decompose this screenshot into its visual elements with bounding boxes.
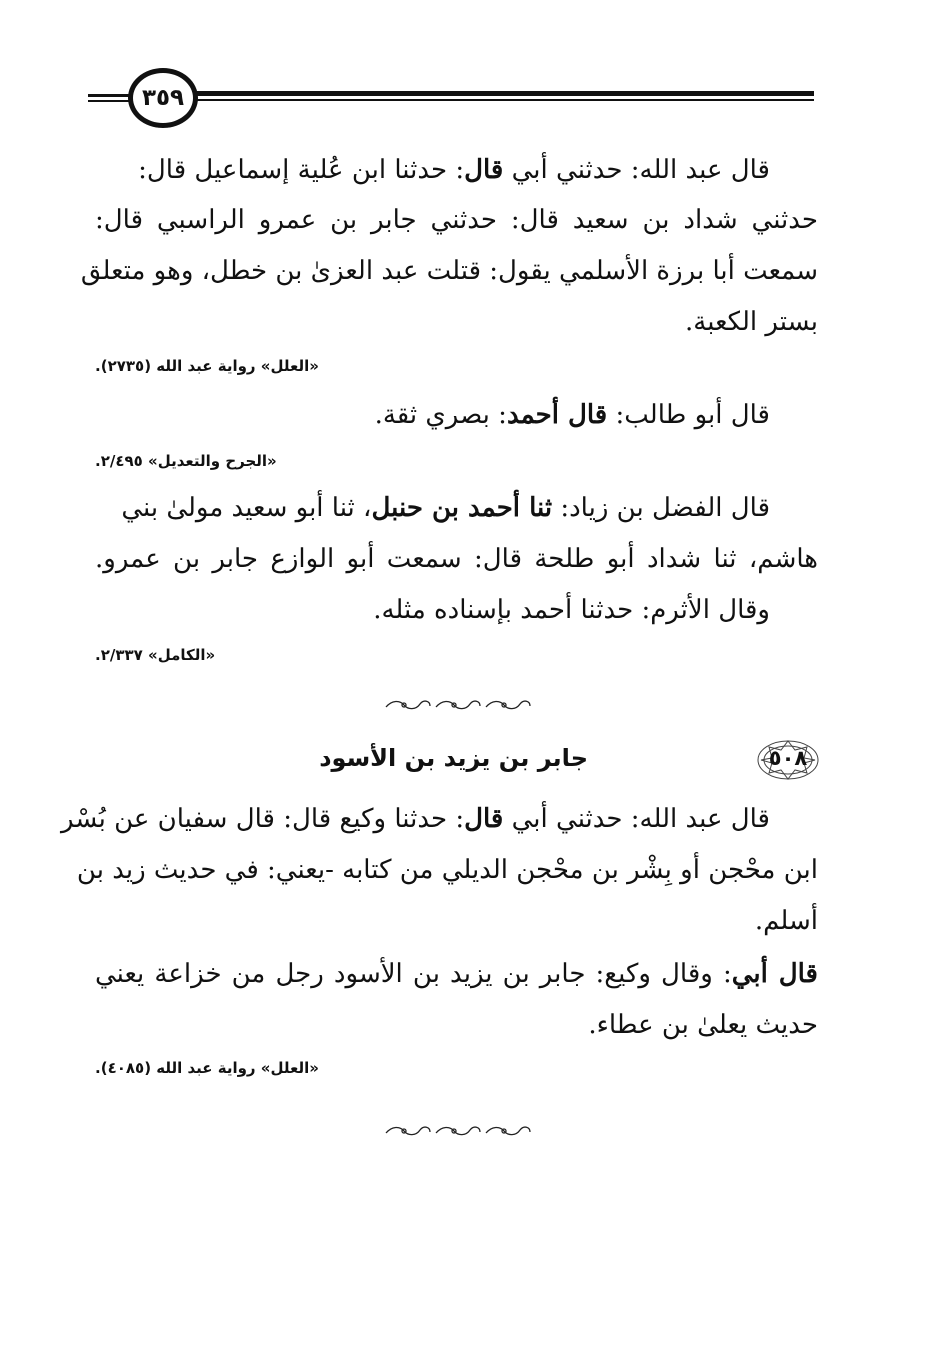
text-line	[373, 597, 770, 623]
page-number: ٣٥٩	[128, 68, 198, 128]
text-segment: حدثني شداد بن سعيد قال: حدثني جابر بن عمرو الراسبي قال:	[95, 205, 818, 235]
entry-number: ٥٠٨	[768, 746, 808, 770]
bold-text-segment: قال	[464, 155, 504, 185]
bold-text-segment: قال	[464, 804, 504, 834]
text-segment: قال أبو طالب:	[607, 400, 770, 430]
reference-citation: «العلل» رواية عبد الله (٤٠٨٥).	[95, 1059, 319, 1077]
text-segment: وقال الأثرم: حدثنا أحمد بإسناده مثله.	[373, 595, 770, 625]
text-line	[95, 546, 818, 572]
header-rule-left-thin	[88, 100, 132, 102]
ornament-divider	[382, 1124, 532, 1138]
text-segment: أسلم.	[754, 906, 818, 936]
text-line	[138, 157, 770, 183]
text-segment: قال عبد الله: حدثني أبي	[503, 155, 770, 185]
text-line	[375, 402, 770, 428]
header-rule-left	[88, 94, 132, 97]
text-segment: ، ثنا أبو سعيد مولىٰ بني	[121, 493, 372, 523]
bold-text-segment: قال أحمد	[506, 400, 608, 430]
text-line	[755, 908, 818, 934]
bold-text-segment: ثنا أحمد بن حنبل	[371, 493, 553, 523]
text-line	[685, 309, 818, 335]
text-segment: : حدثنا ابن عُلية إسماعيل قال:	[138, 155, 465, 185]
text-line	[95, 207, 818, 233]
text-line	[76, 855, 818, 885]
text-line	[121, 495, 770, 521]
text-line	[80, 256, 818, 286]
text-segment: حديث يعلىٰ بن عطاء.	[588, 1010, 818, 1040]
text-line	[61, 806, 770, 832]
text-segment: : بصري ثقة.	[374, 400, 507, 430]
text-segment: قال عبد الله: حدثني أبي	[503, 804, 770, 834]
bold-text-segment: قال أبي	[731, 959, 818, 989]
reference-citation: «الجرح والتعديل» ٢/٤٩٥.	[95, 452, 277, 470]
text-segment: هاشم، ثنا شداد أبو طلحة قال: سمعت أبو الوازع جابر بن عمرو.	[95, 544, 818, 574]
text-segment: قال الفضل بن زياد:	[552, 493, 770, 523]
text-segment: : حدثنا وكيع قال: قال سفيان عن بُسْر	[61, 804, 465, 834]
entry-title: جابر بن يزيد بن الأسود	[319, 744, 588, 772]
reference-citation: «العلل» رواية عبد الله (٢٧٣٥).	[95, 357, 319, 375]
ornament-divider	[382, 698, 532, 712]
text-segment: سمعت أبا برزة الأسلمي يقول: قتلت عبد العزىٰ بن خطل، وهو متعلق	[80, 256, 818, 286]
reference-citation: «الكامل» ٢/٣٣٧.	[95, 646, 216, 664]
header-rule-thin	[196, 99, 814, 101]
text-line	[95, 961, 818, 987]
text-segment: : وقال وكيع: جابر بن يزيد بن الأسود رجل من خزاعة يعني	[95, 959, 732, 989]
text-segment: بستر الكعبة.	[685, 307, 818, 337]
header-rule-thick	[196, 91, 814, 96]
text-line	[588, 1012, 818, 1038]
text-segment: ابن محْجن أو بِشْر بن محْجن الديلي من كتابه -يعني: في حديث زيد بن	[76, 855, 818, 885]
